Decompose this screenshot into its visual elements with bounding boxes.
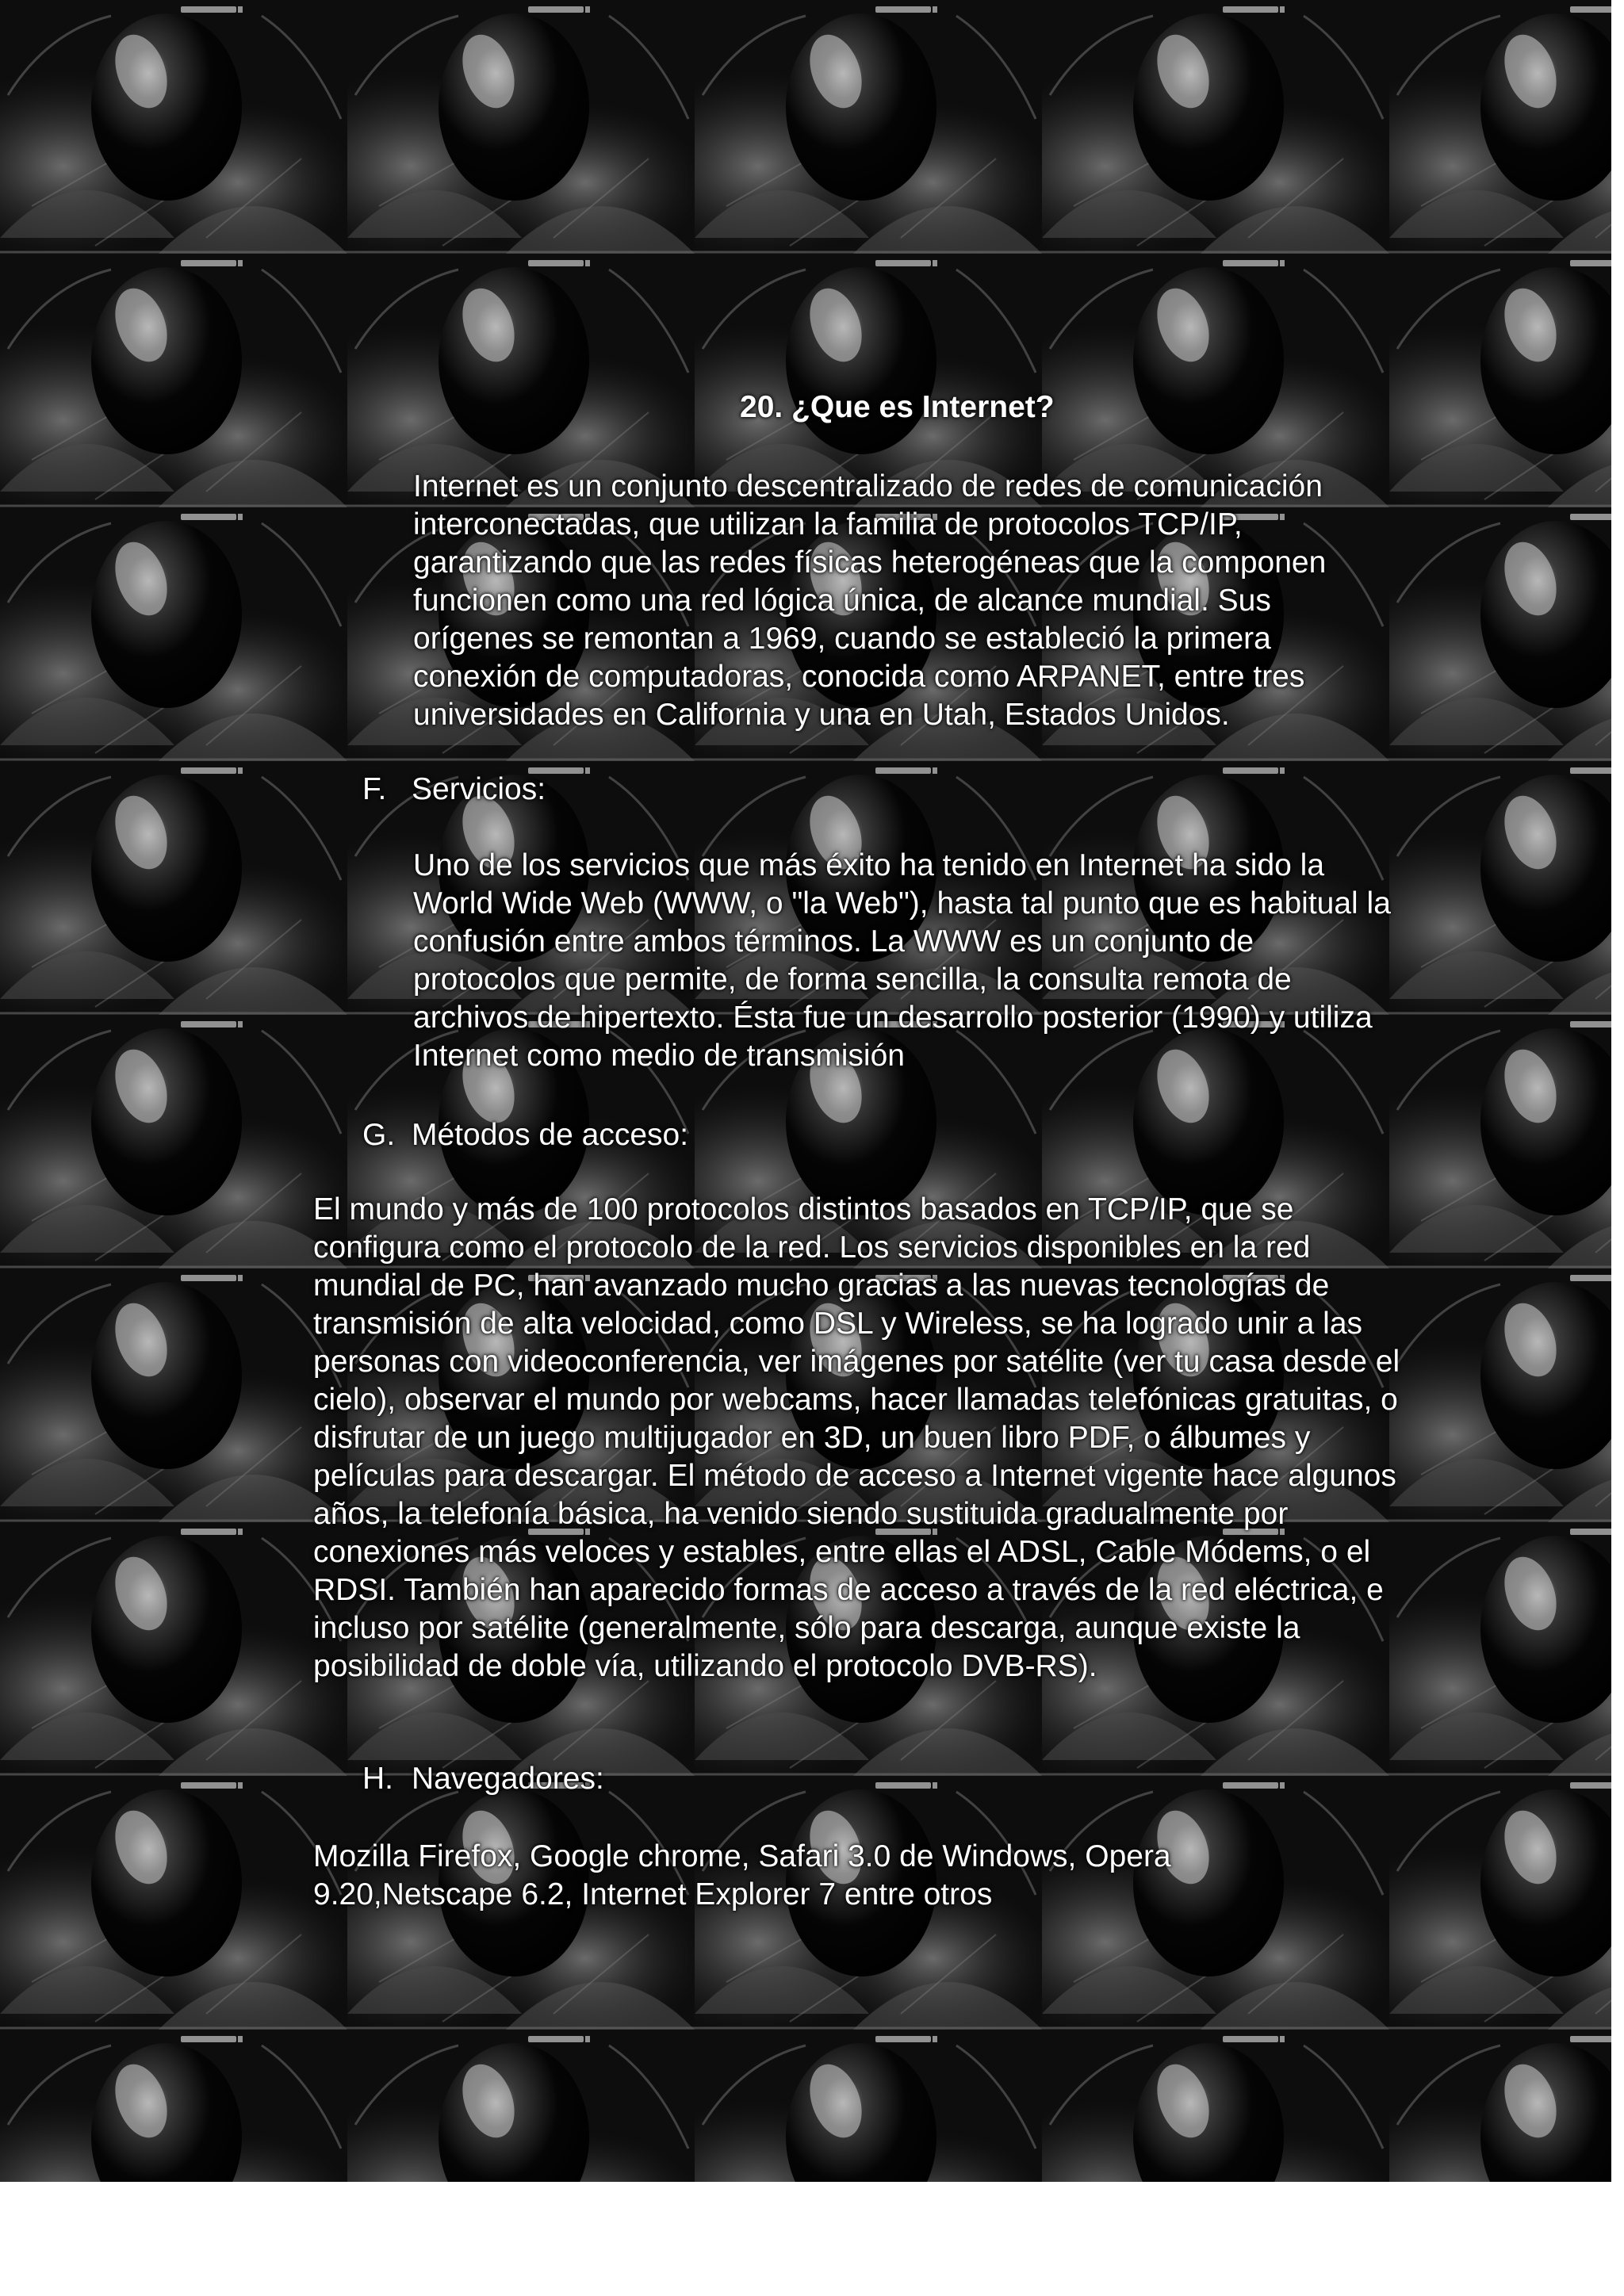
access-methods-paragraph: El mundo y más de 100 protocolos distintos basados en TCP/IP, que se configura como el protocolo de la red. Los servicios disponibles en la red mundial de PC, han avanzado mucho gracias a las nuevas tecnologías de transmisión de alta velocidad, como DSL y Wireless, se ha logrado unir a las personas con videoconferencia, ver imágenes por satélite (ver tu casa desde el cielo), observar el mundo por webcams, hacer llamadas telefónicas gratuitas, o disfrutar de un juego multijugador en 3D, un buen libro PDF, o álbumes y películas para descargar. El método de acceso a Internet vigente hace algunos años, la telefonía básica, ha venido siendo sustituida gradualmente por conexiones más veloces y estables, entre ellas el ADSL, Cable Módems, o el RDSI. También han aparecido formas de acceso a través de la red eléctrica, e incluso por satélite (generalmente, sólo para descarga, aunque existe la posibilidad de doble vía, utilizando el protocolo DVB-RS). [313,1192,1400,1683]
list-marker: F. [362,772,387,806]
section-h-heading [362,1760,917,1798]
section-heading-label: Servicios: [412,772,546,806]
list-marker: G. [362,1118,396,1152]
page-title: 20. ¿Que es Internet? [740,390,1055,424]
browsers-paragraph: Mozilla Firefox, Google chrome, Safari 3.0 de Windows, Opera 9.20,Netscape 6.2, Internet Explorer 7 entre otros [313,1839,1171,1911]
section-heading-label: Métodos de acceso: [412,1118,689,1152]
section-g-heading [362,1116,917,1154]
section-heading-label: Navegadores: [412,1762,604,1796]
intro-paragraph: Internet es un conjunto descentralizado de redes de comunicación interconectadas, que utilizan la familia de protocolos TCP/IP, garantizando que las redes físicas heterogéneas que la componen funcionen como una red lógica única, de alcance mundial. Sus orígenes se remontan a 1969, cuando se estableció la primera conexión de computadoras, conocida como ARPANET, entre tres universidades en California y una en Utah, Estados Unidos. [413,469,1327,732]
list-marker: H. [362,1762,393,1796]
services-paragraph: Uno de los servicios que más éxito ha tenido en Internet ha sido la World Wide Web (WWW, o "la Web"), hasta tal punto que es habitual la confusión entre ambos términos. La WWW es un conjunto de protocolos que permite, de forma sencilla, la consulta remota de archivos de hipertexto. Ésta fue un desarrollo posterior (1990) y utiliza Internet como medio de transmisión [413,848,1391,1073]
section-f-heading [362,771,917,809]
